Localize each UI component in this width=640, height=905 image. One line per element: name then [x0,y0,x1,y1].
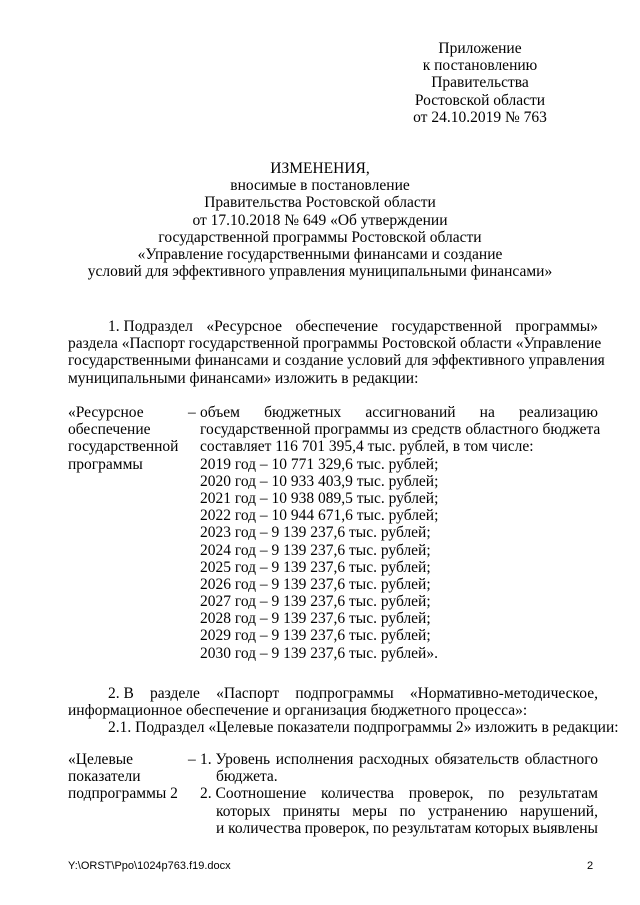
description-line [200,404,598,421]
dash-separator: – [188,751,196,768]
indicators-description [200,751,598,837]
year-amount-line: 2024 год – 9 139 237,6 тыс. рублей; [200,541,431,559]
word: расходных [358,751,430,768]
appendix-line: от 24.10.2019 № 763 [413,108,547,126]
word: обеспечение [295,318,378,335]
year-amount-line: 2020 год – 10 933 403,9 тыс. рублей; [200,472,439,490]
year-amount-line: 2021 год – 10 938 089,5 тыс. рублей; [200,489,439,507]
appendix-line: Ростовской области [414,91,546,109]
year-amount-line: 2026 год – 9 139 237,6 тыс. рублей; [200,575,431,593]
word: разделе [150,685,200,702]
paragraph-line [68,685,598,702]
year-amount-line: 2025 год – 9 139 237,6 тыс. рублей; [200,558,431,576]
appendix-line: к постановлению [422,57,538,75]
title-line: «Управление государственными финансами и создание [137,245,503,263]
title-line: ИЗМЕНЕНИЯ, [270,160,370,177]
description-line [200,751,598,768]
word: результатам [392,819,472,837]
label-line: показатели [68,768,141,786]
year-amount-line: 2030 год – 9 139 237,6 тыс. рублей». [200,644,438,662]
word: подпрограммы [295,685,394,702]
word: результатам [518,785,598,803]
paragraph-line: муниципальными финансами» изложить в редакции: [68,369,419,387]
word: по [399,802,416,820]
description-line: составляет 116 701 395,4 тыс. рублей, в том числе: [200,438,534,456]
word: обязательств [434,751,520,768]
resource-label [68,404,188,473]
paragraph-line: информационное обеспечение и организация бюджетного процесса»: [68,702,528,720]
title-line: условий для эффективного управления муниципальными финансами» [87,263,553,281]
file-path-footer: Y:\ORST\Ppo\1024p763.f19.docx [68,860,231,872]
word: которых [216,802,271,820]
word: устранению [427,802,508,820]
word: государственной [391,318,502,335]
paragraph-line: раздела «Паспорт государственной программы Ростовской области «Управление [68,335,602,353]
description-line [200,820,598,837]
word: по [488,785,505,803]
word: количества [320,785,394,803]
appendix-block [395,40,565,126]
page-number: 2 [587,860,594,872]
word: и количества [216,819,302,837]
word: выявлены [532,819,598,837]
resource-description [200,404,601,662]
word: на [479,404,495,421]
word: по [372,819,389,837]
year-amount-line: 2028 год – 9 139 237,6 тыс. рублей; [200,610,431,628]
word: объем [200,404,240,421]
word: исполнения [275,751,354,768]
paragraph-1 [68,318,605,387]
document-title [60,160,580,280]
description-line [200,803,598,820]
word: «Ресурсное [206,318,282,335]
word: областного [524,751,598,768]
word: проверок, [408,785,474,803]
year-amount-line: 2023 год – 9 139 237,6 тыс. рублей; [200,524,431,542]
label-line: «Целевые [68,751,134,768]
year-amount-line: 2027 год – 9 139 237,6 тыс. рублей; [200,593,431,611]
word: 2. Соотношение [200,785,307,803]
word: «Нормативно-методическое, [409,685,598,702]
label-line: «Ресурсное [68,404,144,421]
description-line: государственной программы из средств областного бюджета [200,421,601,439]
label-line: подпрограммы 2 [68,785,178,803]
title-line: Правительства Ростовской области [204,194,436,212]
word: 2. В [108,685,134,702]
year-amount-line: 2019 год – 10 771 329,6 тыс. рублей; [200,455,439,473]
description-line [200,785,598,802]
dash-separator: – [188,404,196,421]
paragraph-2 [68,685,619,737]
word: приняты [282,802,340,820]
label-line: обеспечение [68,421,151,439]
word: проверок, [304,819,370,837]
word: 1. Уровень [200,751,271,768]
title-line: от 17.10.2018 № 649 «Об утверждении [192,211,448,229]
word: «Паспорт [216,685,280,702]
paragraph-line: государственными финансами и создание условий для эффективного управления [68,352,605,370]
year-amount-line: 2029 год – 9 139 237,6 тыс. рублей; [200,627,431,645]
word: программы» [515,318,598,335]
indicators-label [68,751,188,803]
label-line: государственной [68,438,179,456]
paragraph-line [68,318,598,335]
paragraph-line: 2.1. Подраздел «Целевые показатели подпрограммы 2» изложить в редакции: [108,719,619,737]
appendix-line: Правительства [431,74,529,92]
word: меры [352,802,388,820]
word: бюджетных [264,404,342,421]
label-line: программы [68,455,143,473]
appendix-line: Приложение [438,40,522,57]
title-line: вносимые в постановление [230,177,410,195]
word: нарушений, [519,802,598,820]
word: 1. Подраздел [108,318,193,335]
title-line: государственной программы Ростовской области [158,228,482,246]
word: которых [474,819,530,837]
description-line: бюджета. [216,768,278,786]
word: реализацию [518,404,598,421]
year-amount-line: 2022 год – 10 944 671,6 тыс. рублей; [200,507,439,525]
word: ассигнований [365,404,456,421]
